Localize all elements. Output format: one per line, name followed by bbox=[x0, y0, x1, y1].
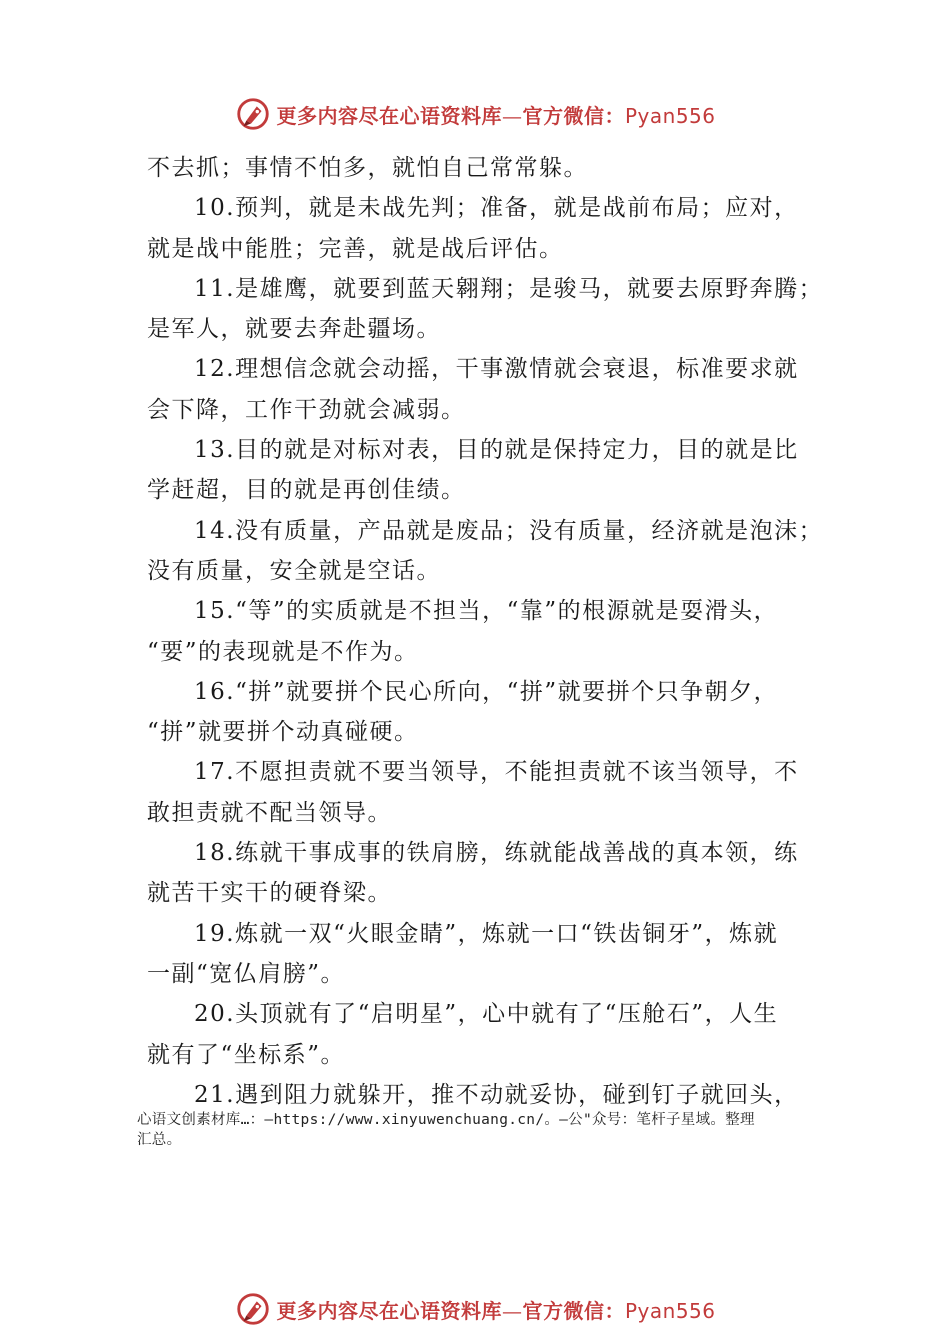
text-line: 13.目的就是对标对表，目的就是保持定力，目的就是比 bbox=[194, 437, 799, 464]
pen-nib-logo-icon bbox=[234, 1290, 272, 1328]
text-line: 会下降，工作干劲就会减弱。 bbox=[147, 396, 466, 423]
text-line: 一副“宽仏肩膀”。 bbox=[147, 960, 346, 987]
text-line: 是军人，就要去奔赴疆场。 bbox=[147, 316, 441, 343]
text-line: 17.不愿担责就不要当领导，不能担责就不该当领导，不 bbox=[194, 759, 799, 786]
text-line: 10.预判，就是未战先判；准备，就是战前布局；应对， bbox=[194, 195, 799, 222]
text-line: 就是战中能胜；完善，就是战后评估。 bbox=[147, 235, 564, 262]
text-line: 20.头顶就有了“启明星”，心中就有了“压舱石”，人生 bbox=[194, 1001, 779, 1028]
text-line: 就苦干实干的硬脊梁。 bbox=[147, 880, 392, 907]
text-line: 18.练就干事成事的铁肩膀，练就能战善战的真本领，练 bbox=[194, 840, 799, 867]
text-line: 19.炼就一双“火眼金睛”，炼就一口“铁齿铜牙”，炼就 bbox=[194, 920, 779, 947]
pen-nib-logo-icon bbox=[234, 95, 272, 133]
source-footnote bbox=[137, 1110, 837, 1150]
text-line: 16.“拼”就要拼个民心所向，“拼”就要拼个只争朝夕， bbox=[194, 678, 779, 705]
text-line: 学赶超，目的就是再创佳绩。 bbox=[147, 477, 466, 504]
text-line: 12.理想信念就会动摇，干事激情就会衰退，标准要求就 bbox=[194, 356, 799, 383]
header-banner bbox=[0, 92, 950, 136]
text-line: 11.是雄鹰，就要到蓝天翱翔；是骏马，就要去原野奔腾； bbox=[194, 275, 824, 302]
footer-brand-text: 更多内容尽在心语资料库—官方微信：Pyan556 bbox=[276, 1298, 716, 1323]
text-line: 不去抓；事情不怕多，就怕自己常常躲。 bbox=[147, 155, 588, 181]
header-brand-text: 更多内容尽在心语资料库—官方微信：Pyan556 bbox=[276, 103, 716, 128]
text-line: 14.没有质量，产品就是废品；没有质量，经济就是泡沫； bbox=[194, 517, 824, 544]
text-line: “拼”就要拼个动真碰硬。 bbox=[147, 719, 419, 746]
text-line: “要”的表现就是不作为。 bbox=[147, 638, 419, 665]
text-line: 敢担责就不配当领导。 bbox=[147, 799, 392, 826]
text-line: 没有质量，安全就是空话。 bbox=[147, 557, 441, 584]
text-line: 15.“等”的实质就是不担当，“靠”的根源就是耍滑头， bbox=[194, 598, 779, 625]
footnote-line: 心语文创素材库…：—https://www.xinyuwenchuang.cn/。—公"众号：笔杆子星域。整理 bbox=[137, 1112, 755, 1128]
text-line: 21.遇到阻力就躲开，推不动就妥协，碰到钉子就回头， bbox=[194, 1081, 799, 1108]
footnote-line: 汇总。 bbox=[137, 1132, 182, 1148]
text-line: 就有了“坐标系”。 bbox=[147, 1041, 346, 1068]
footer-banner bbox=[0, 1287, 950, 1331]
document-body bbox=[147, 148, 824, 1115]
